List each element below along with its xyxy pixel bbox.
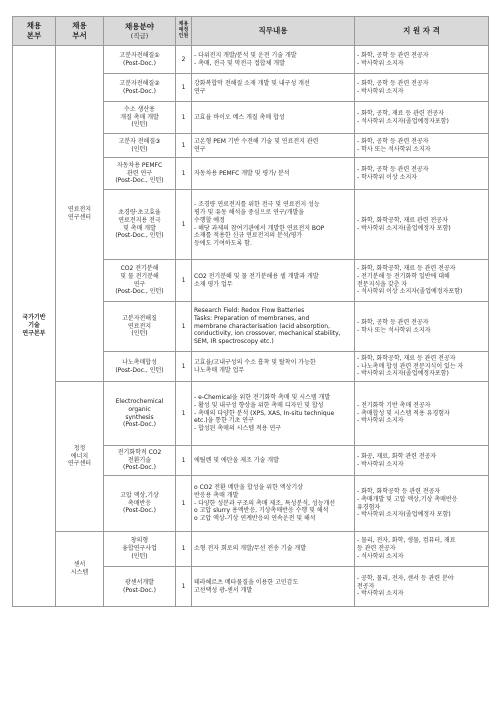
field-cell: 초경량·초고효율 연료전지용 전극 및 촉매 개발 (Post-Doc., 인턴) bbox=[104, 190, 176, 260]
header-qual: 지 원 자 격 bbox=[355, 17, 489, 46]
count-cell: 1 bbox=[176, 302, 192, 352]
count-cell: 2 bbox=[176, 46, 192, 74]
count-cell: 1 bbox=[176, 352, 192, 382]
dept-clean: 청정 에너지 연구센터 bbox=[56, 382, 104, 532]
table-row bbox=[13, 46, 489, 74]
duty-cell: 고효율/고내구성의 수소 흡착 및 탈착이 가능한 나노촉매 개발 업무 bbox=[192, 352, 355, 382]
duty-cell: Research Field: Redox Flow Batteries Tasks: Preparation of membranes, and membrane characterisation (acid absorption, conductivity, ion crossover, mechanical stability, SEM, IR spectroscopy etc.) bbox=[192, 302, 355, 352]
dept-fuelcell: 연료전지 연구센터 bbox=[56, 46, 104, 382]
field-cell: CO2 전기분해 및 물 전기분해 연구 (Post-Doc., 인턴) bbox=[104, 260, 176, 302]
count-cell: 1 bbox=[176, 102, 192, 134]
duty-cell: 소형 전자 회로의 개발/무선 전송 기술 개발 bbox=[192, 532, 355, 567]
table-row bbox=[13, 532, 489, 567]
qual-cell: - 화공, 재료, 화학 관련 전공자 - 박사학위 소지자 bbox=[355, 446, 489, 476]
count-cell: 1 bbox=[176, 476, 192, 532]
qual-cell: - 화학, 공학 등 관련 전공자 - 학사 또는 석사학위 소지자 bbox=[355, 302, 489, 352]
qual-cell: - 화학, 공학 등 관련 전공자 - 박사학위 소지자 bbox=[355, 46, 489, 74]
header-dept: 채용 부서 bbox=[56, 17, 104, 46]
field-cell: 광센서개발 (Post-Doc.) bbox=[104, 567, 176, 607]
field-cell: 수소 생산용 개질 촉매 개발 (인턴) bbox=[104, 102, 176, 134]
header-row bbox=[13, 17, 489, 46]
duty-cell: CO2 전기분해 및 물 전기분해용 셀 개발과 개발 소재 평가 업무 bbox=[192, 260, 355, 302]
field-cell: 나노촉매합성 (Post-Doc., 인턴) bbox=[104, 352, 176, 382]
dept-sensor: 센서 시스템 bbox=[56, 532, 104, 607]
duty-cell: 고온형 PEM 기반 수전해 기술 및 연료전지 관련 연구 bbox=[192, 134, 355, 158]
header-count: 채용 예정 인원 bbox=[176, 17, 192, 46]
count-cell: 1 bbox=[176, 532, 192, 567]
field-cell: 고분자전해질① (Post-Doc.) bbox=[104, 46, 176, 74]
qual-cell: - 화학, 화학공학, 재료 관련 전공자 - 박사학위 소지자(졸업예정자 포함) bbox=[355, 190, 489, 260]
duty-cell: - 다위전지 개발/분석 및 운전 기술 개발 - 촉매, 전극 및 막전극 접합체 개발 bbox=[192, 46, 355, 74]
qual-cell: - 화학, 공학 등 관련 전공자 - 학사 또는 석사학위 소지자 bbox=[355, 134, 489, 158]
duty-cell: o CO2 전환 메탄올 합성을 위한 액상기상 반응용 촉매 개발 - 다양한 성분과 구조의 촉매 제조, 특성분석, 성능개선 o 고압 slurry 용액반응, 기상촉매반응 수행 및 해석 o 고압 액상-기상 연계반응의 연속운전 및 해석 bbox=[192, 476, 355, 532]
count-cell: 1 bbox=[176, 446, 192, 476]
count-cell: 1 bbox=[176, 260, 192, 302]
field-cell: 자동차용 PEMFC 관련 연구 (Post-Doc., 인턴) bbox=[104, 158, 176, 190]
field-cell: 창의형 융합연구사업 (인턴) bbox=[104, 532, 176, 567]
qual-cell: - 화학, 화학공학, 재료 등 관련 전공자 - 전기분해 등 전기화학 일반에 대해 전문지식을 갖춘 자 - 석사학위 이상 소지자(졸업예정자포함) bbox=[355, 260, 489, 302]
duty-cell: 자동차용 PEMFC 개발 및 평가/ 분석 bbox=[192, 158, 355, 190]
duty-cell: - 조경량 연료전지를 위한 전극 및 연료전지 성능 평가 및 유동 해석을 중심으로 연구/개발을 수행할 예정 - 해당 과제의 참여기관에서 개발한 연료전지 BOP 소재를 적용한 신규 연료전지의 분석/평가 등에도 기여하도록 함. bbox=[192, 190, 355, 260]
qual-cell: - 공학, 물리, 전자, 센서 등 관련 분야 전공자 - 박사학위 소지자 bbox=[355, 567, 489, 607]
qual-cell: - 화학, 공학 등 관련 전공자 - 학사학위 이상 소지자 bbox=[355, 158, 489, 190]
field-cell: Electrochemical organic synthesis (Post-Doc.) bbox=[104, 382, 176, 446]
duty-cell: 에틸렌 및 에탄올 제조 기술 개발 bbox=[192, 446, 355, 476]
field-cell: 고분자전해질 연료전지 (인턴) bbox=[104, 302, 176, 352]
field-cell: 고분자 전해질③ (인턴) bbox=[104, 134, 176, 158]
duty-cell: 고효율 바이오 메스 개질 촉매 합성 bbox=[192, 102, 355, 134]
field-cell: 고분자전해질② (Post-Doc.) bbox=[104, 74, 176, 102]
count-cell: 1 bbox=[176, 382, 192, 446]
count-cell: 1 bbox=[176, 134, 192, 158]
count-cell: 1 bbox=[176, 567, 192, 607]
field-cell: 고압 액상,기상 촉매반응 (Post-Doc.) bbox=[104, 476, 176, 532]
qual-cell: - 화학, 공학, 재료 등 관련 전공자 - 석사학위 소지자(졸업예정자포함) bbox=[355, 102, 489, 134]
hq-name: 국가기반 기술 연구본부 bbox=[13, 46, 56, 607]
recruitment-table bbox=[12, 16, 489, 607]
count-cell: 1 bbox=[176, 158, 192, 190]
count-cell: 1 bbox=[176, 74, 192, 102]
table-row bbox=[13, 382, 489, 446]
qual-cell: - 전기화학 기반 촉매 전공자 - 촉매합성 및 시스템 적용 유경험자 - 박사학위 소지자 bbox=[355, 382, 489, 446]
field-cell: 전기화학적 CO2 전환기술 (Post-Doc.) bbox=[104, 446, 176, 476]
duty-cell: - e-Chemical을 위한 전기화학 촉매 및 시스템 개발 - 활성 및 내구성 향상을 위한 촉매 디자인 및 합성 - 촉매의 다양한 분석 (XPS, XAS, In-situ technique etc.)을 통한 기초 연구 - 합성된 촉매의 시스템 적용 연구 bbox=[192, 382, 355, 446]
duty-cell: 강화복합막 전해질 소재 개발 및 내구성 개선 연구 bbox=[192, 74, 355, 102]
qual-cell: - 화학, 화학공학, 재료 등 관련 전공자 - 나노촉매 합성 관련 전문지식이 있는 자 - 박사학위 소지자(졸업예정자포함) bbox=[355, 352, 489, 382]
qual-cell: - 화학, 화학공학 등 관련 전공자 - 촉매개발 및 고압 액상,기상 촉매반응 유경험자 - 박사학위 소지자(졸업예정자 포함) bbox=[355, 476, 489, 532]
header-field: 채용분야 (직급) bbox=[104, 17, 176, 46]
qual-cell: - 화학, 공학 등 관련 전공자 - 박사학위 소지자 bbox=[355, 74, 489, 102]
header-duty: 직무내용 bbox=[192, 17, 355, 46]
qual-cell: - 물리, 전자, 화학, 생물, 컴퓨터, 재료 등 관련 전공자 - 석사학위 소지자 bbox=[355, 532, 489, 567]
duty-cell: 테라헤르츠 메타물질을 이용한 고민감도 고선택성 광-센서 개발 bbox=[192, 567, 355, 607]
count-cell: 1 bbox=[176, 190, 192, 260]
header-hq: 채용 본부 bbox=[13, 17, 56, 46]
